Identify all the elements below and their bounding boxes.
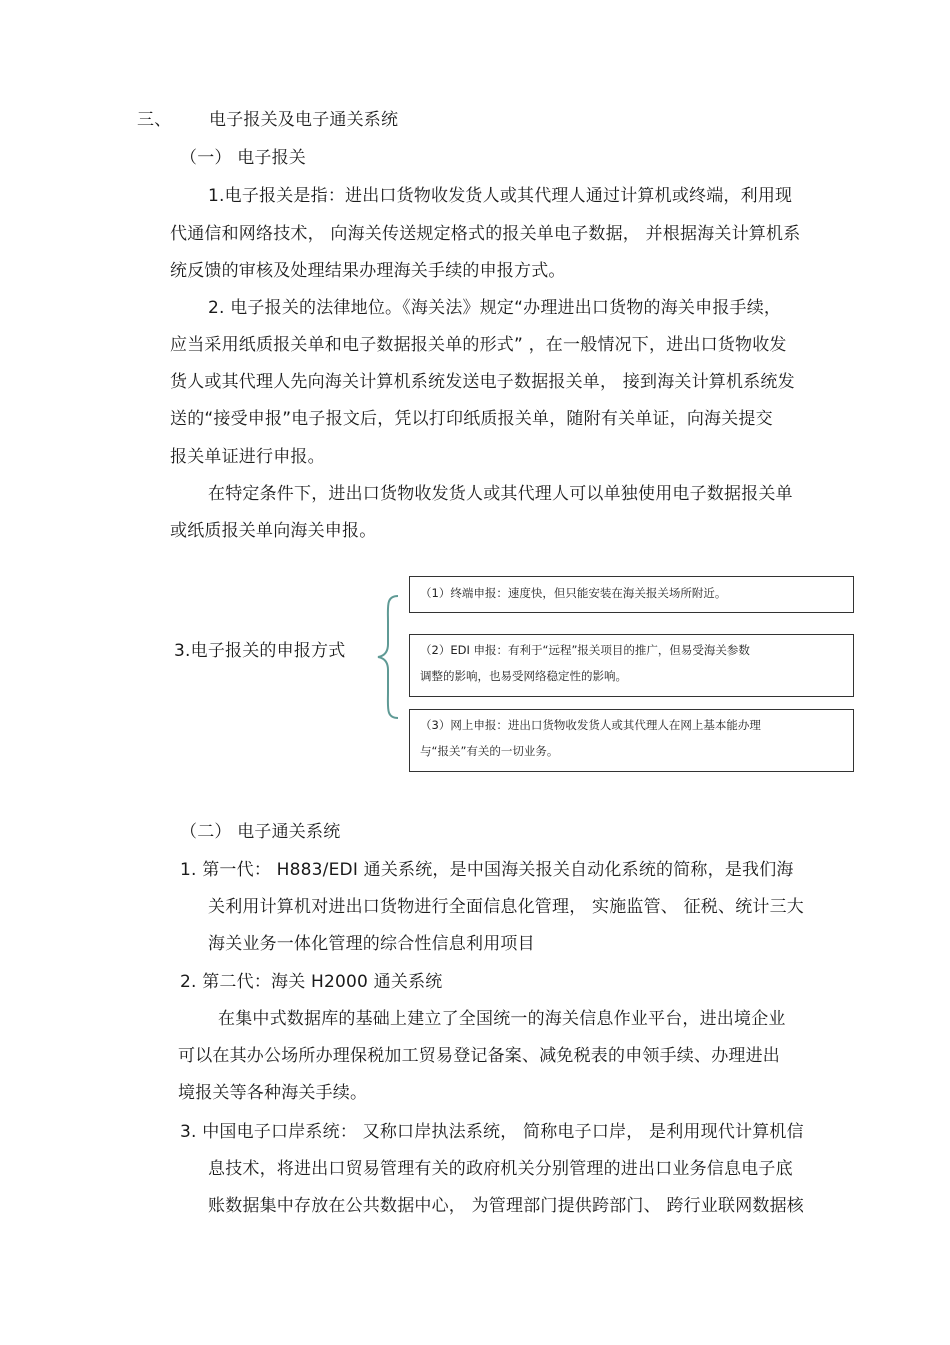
item-line: 账数据集中存放在公共数据中心， 为管理部门提供跨部门、 跨行业联网数据核 [208,1196,805,1216]
p3-line: 在特定条件下，进出口货物收发货人或其代理人可以单独使用电子数据报关单 [208,484,793,504]
p1-line: 统反馈的审核及处理结果办理海关手续的申报方式。 [170,261,566,281]
diagram-label: 3.电子报关的申报方式 [174,641,346,661]
p2-line: 2. 电子报关的法律地位。《海关法》规定“办理进出口货物的海关申报手续， [208,298,782,318]
p1-line: 代通信和网络技术， 向海关传送规定格式的报关单电子数据， 并根据海关计算机系 [170,224,801,244]
item-line: 3. 中国电子口岸系统： 又称口岸执法系统， 简称电子口岸， 是利用现代计算机信 [180,1122,804,1142]
p2-line: 货人或其代理人先向海关计算机系统发送电子数据报关单， 接到海关计算机系统发 [170,372,795,392]
item-line: 可以在其办公场所办理保税加工贸易登记备案、减免税表的申领手续、办理进出 [178,1046,780,1066]
p3-line: 或纸质报关单向海关申报。 [170,521,377,541]
curly-brace-icon [372,592,406,722]
item-line: 2. 第二代：海关 H2000 通关系统 [180,972,443,992]
item-line: 在集中式数据库的基础上建立了全国统一的海关信息作业平台，进出境企业 [218,1009,786,1029]
subsection-title-1: （一） 电子报关 [180,148,307,168]
item-line: 息技术，将进出口贸易管理有关的政府机关分别管理的进出口业务信息电子底 [208,1159,793,1179]
method-box-terminal [409,576,854,613]
section-title: 电子报关及电子通关系统 [209,110,399,130]
item-line: 境报关等各种海关手续。 [178,1083,368,1103]
p2-line: 送的“接受申报”电子报文后，凭以打印纸质报关单，随附有关单证，向海关提交 [170,409,773,429]
item-line: 1. 第一代： H883/EDI 通关系统，是中国海关报关自动化系统的简称，是我们海 [180,860,794,880]
p1-line: 1.电子报关是指：进出口货物收发货人或其代理人通过计算机或终端，利用现 [208,186,793,206]
method-box-text: 与“报关”有关的一切业务。 [420,744,559,758]
item-line: 海关业务一体化管理的综合性信息利用项目 [208,934,535,954]
method-box-text: 调整的影响，也易受网络稳定性的影响。 [420,669,627,683]
method-box-text: （3）网上申报：进出口货物收发货人或其代理人在网上基本能办理 [420,718,761,732]
subsection-title-2: （二） 电子通关系统 [180,822,341,842]
p2-line: 报关单证进行申报。 [170,447,325,467]
method-box-text: （1）终端申报：速度快，但只能安装在海关报关场所附近。 [420,586,727,600]
method-box-edi [409,634,854,697]
item-line: 关利用计算机对进出口货物进行全面信息化管理， 实施监管、 征税、统计三大 [208,897,805,917]
method-box-text: （2）EDI 申报：有利于“远程”报关项目的推广，但易受海关参数 [420,643,750,657]
section-number: 三、 [137,110,172,130]
p2-line: 应当采用纸质报关单和电子数据报关单的形式” ，在一般情况下，进出口货物收发 [170,335,787,355]
method-box-online [409,709,854,772]
